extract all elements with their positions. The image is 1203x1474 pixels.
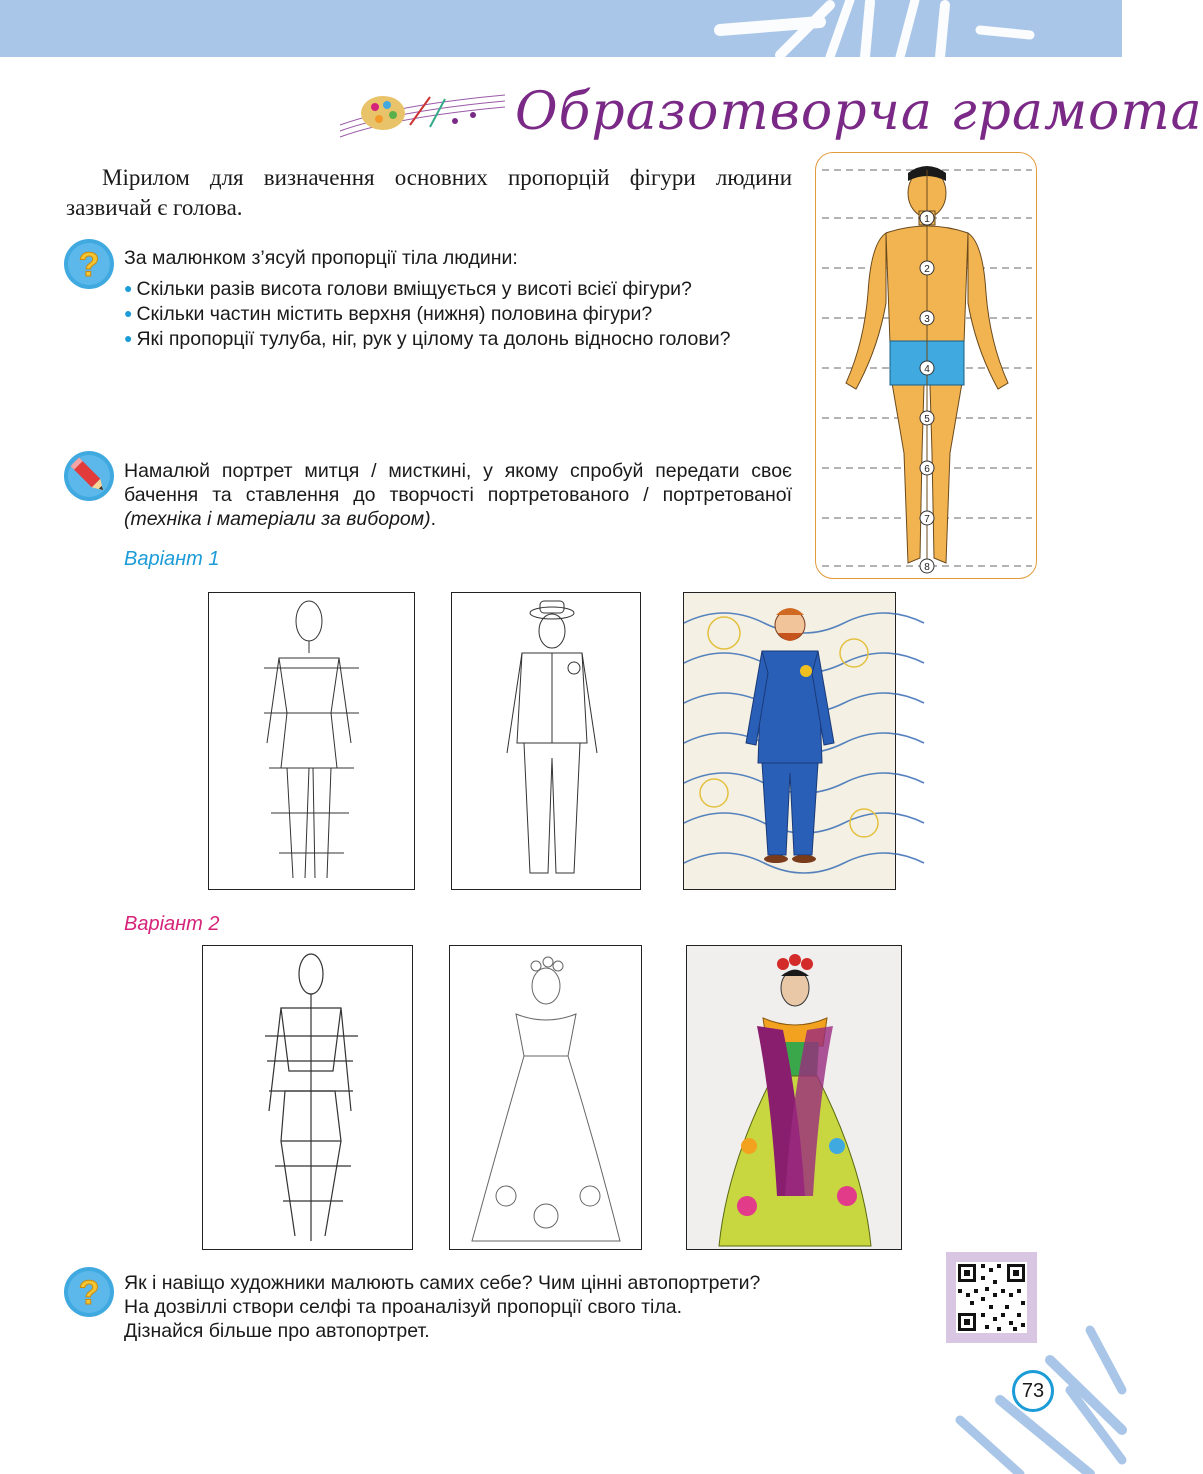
section-title: Образотворча грамота [515, 82, 1203, 142]
female-figure-construction-sketch [203, 946, 414, 1251]
variant-2-label: Варіант 2 [124, 913, 220, 935]
marker-6: 6 [924, 464, 930, 475]
figure-construction-sketch [209, 593, 416, 891]
variant2-sketch-construction [202, 945, 413, 1250]
bullet-icon: ● [124, 330, 133, 346]
task1-bullet-2: ● Скільки частин містить верхня (нижня) половина фігури? [124, 303, 653, 325]
human-figure-diagram [816, 153, 1038, 580]
body-proportions-chart [815, 152, 1037, 579]
question-mark-icon [63, 238, 115, 290]
woman-dress-outline-sketch [450, 946, 643, 1251]
task2-block [124, 459, 792, 531]
marker-8: 8 [924, 562, 930, 573]
colored-man-painting [684, 593, 897, 891]
brushes-decoration [700, 0, 1122, 57]
variant-1-label: Варіант 1 [124, 548, 220, 570]
palette-music-decoration [335, 85, 510, 145]
bullet-icon: ● [124, 305, 133, 321]
task3-line-2: На дозвіллі створи селфі та проаналізуй пропорції свого тіла. [124, 1296, 683, 1318]
colored-woman-painting [687, 946, 903, 1251]
variant1-sketch-construction [208, 592, 415, 890]
variant2-sketch-outline [449, 945, 642, 1250]
task3-line-3: Дізнайся більше про автопортрет. [124, 1320, 430, 1342]
marker-2: 2 [924, 264, 930, 275]
task1-block [124, 246, 792, 351]
variant2-painting-frida-style [686, 945, 902, 1250]
page-number: 73 [1012, 1370, 1054, 1412]
marker-1: 1 [924, 214, 930, 225]
bullet-icon: ● [124, 280, 133, 296]
task3-block [124, 1271, 924, 1343]
marker-3: 3 [924, 314, 930, 325]
marker-5: 5 [924, 414, 930, 425]
variant1-sketch-outline [451, 592, 641, 890]
task1-bullet-1: ● Скільки разів висота голови вміщується у висоті всієї фігури? [124, 278, 692, 300]
variant1-painting-van-gogh-style [683, 592, 896, 890]
svg-text:?: ? [78, 246, 100, 284]
pencil-icon [63, 450, 115, 502]
question-mark-icon [63, 1266, 115, 1318]
man-outline-sketch [452, 593, 642, 891]
task2-text: Намалюй портрет митця / мисткині, у якому спробуй передати своє бачення та ставлення до творчості портретованого / портретованої (техніка і матеріали за вибором). [124, 460, 792, 530]
task1-lead: За малюнком з’ясуй пропорції тіла людини: [124, 247, 518, 269]
task3-line-1: Як і навіщо художники малюють самих себе? Чим цінні автопортрети? [124, 1272, 761, 1294]
task1-bullet-3: ● Які пропорції тулуба, ніг, рук у цілому та долонь відносно голови? [124, 328, 731, 350]
svg-text:?: ? [78, 1274, 100, 1312]
marker-7: 7 [924, 514, 930, 525]
intro-paragraph: Мірилом для визначення основних пропорцій фігури людини зазвичай є голова. [66, 165, 792, 220]
marker-4: 4 [924, 364, 930, 375]
